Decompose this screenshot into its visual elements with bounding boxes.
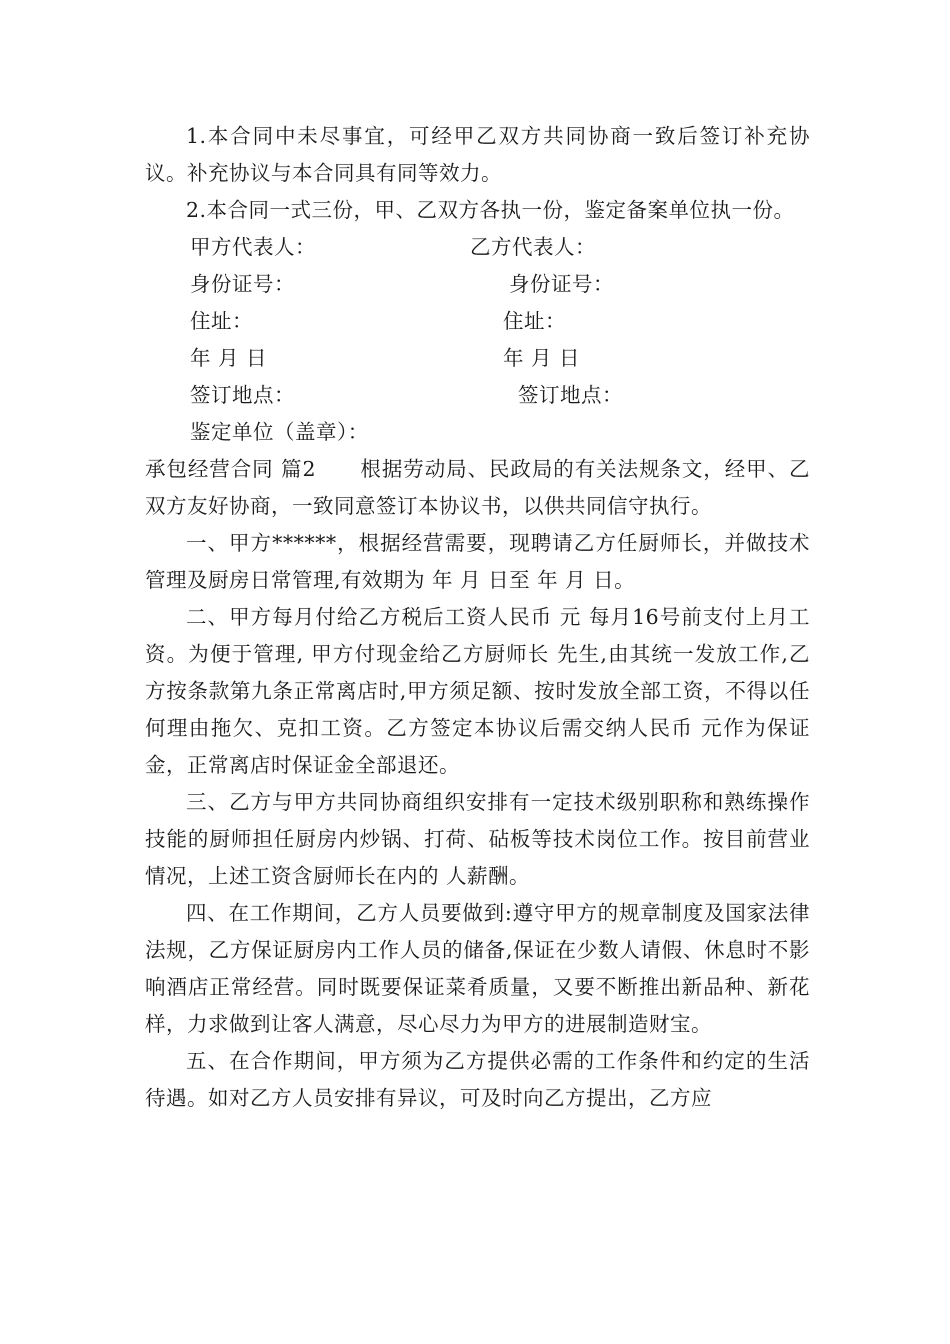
party-a-id-label: 身份证号： bbox=[190, 272, 295, 296]
signature-row-id bbox=[145, 266, 810, 303]
clause-supplement: 1.本合同中未尽事宜，可经甲乙双方共同协商一致后签订补充协议。补充协议与本合同具有同等效力。 bbox=[145, 124, 810, 185]
clause-copies: 2.本合同一式三份，甲、乙双方各执一份，鉴定备案单位执一份。 bbox=[186, 198, 795, 222]
second-contract-intro: 根据劳动局、民政局的有关法规条文，经甲、乙双方友好协商，一致同意签订本协议书，以供共同信守执行。 bbox=[145, 457, 811, 518]
party-b-address-label: 住址： bbox=[503, 309, 566, 333]
signature-row-rep bbox=[145, 229, 810, 266]
signature-row-date bbox=[145, 340, 810, 377]
article-5: 五、在合作期间，甲方须为乙方提供必需的工作条件和约定的生活待遇。如对乙方人员安排有异议，可及时向乙方提出，乙方应 bbox=[145, 1049, 810, 1110]
article-4: 四、在工作期间，乙方人员要做到:遵守甲方的规章制度及国家法律法规，乙方保证厨房内工作人员的储备,保证在少数人请假、休息时不影响酒店正常经营。同时既要保证菜肴质量，又要不断推出新品种、新花样，力求做到让客人满意，尽心尽力为甲方的进展制造财宝。 bbox=[145, 901, 810, 1036]
appraiser-seal-label: 鉴定单位（盖章）： bbox=[190, 420, 369, 444]
party-b-place-label: 签订地点： bbox=[518, 383, 623, 407]
article-2: 二、甲方每月付给乙方税后工资人民币 元 每月16号前支付上月工资。为便于管理, 甲方付现金给乙方厨师长 先生,由其统一发放工作,乙方按条款第九条正常离店时,甲方须足额、按时发放全部工资，不得以任何理由拖欠、克扣工资。乙方签定本协议后需交纳人民币 元作为保证金，正常离店时保证金全部退还。 bbox=[145, 605, 810, 777]
article-1: 一、甲方******，根据经营需要，现聘请乙方任厨师长，并做技术管理及厨房日常管理,有效期为 年 月 日至 年 月 日。 bbox=[145, 531, 810, 592]
party-a-place-label: 签订地点： bbox=[190, 383, 295, 407]
signature-row-address bbox=[145, 303, 810, 340]
party-a-address-label: 住址： bbox=[190, 309, 253, 333]
contract-body bbox=[145, 118, 810, 1117]
signature-row-place bbox=[145, 377, 810, 414]
party-b-id-label: 身份证号： bbox=[509, 272, 614, 296]
second-contract-title: 承包经营合同 篇2 bbox=[145, 457, 316, 481]
article-3: 三、乙方与甲方共同协商组织安排有一定技术级别职称和熟练操作技能的厨师担任厨房内炒锅、打荷、砧板等技术岗位工作。按目前营业情况，上述工资含厨师长在内的 人薪酬。 bbox=[145, 790, 810, 888]
party-b-rep-label: 乙方代表人： bbox=[470, 235, 596, 259]
party-a-date-label: 年 月 日 bbox=[190, 346, 268, 370]
second-contract-opening bbox=[145, 451, 810, 525]
party-b-date-label: 年 月 日 bbox=[503, 346, 581, 370]
party-a-rep-label: 甲方代表人： bbox=[190, 235, 316, 259]
